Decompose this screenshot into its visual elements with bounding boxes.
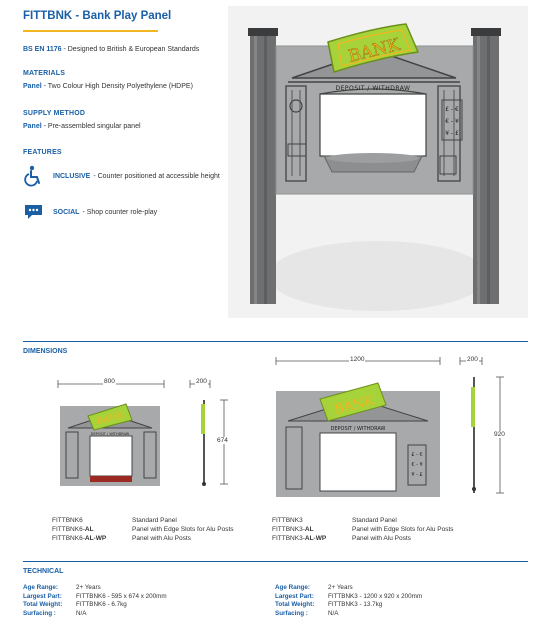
product-code: FITTBNK3-AL-WP: [272, 535, 327, 542]
product-desc: Standard Panel: [132, 517, 177, 524]
dimensions-heading: DIMENSIONS: [23, 348, 68, 355]
tech-value: 2+ Years: [76, 584, 101, 591]
small-deposit-text: DEPOSIT / WITHDRAW: [90, 432, 130, 436]
hero-currency-3: ¥ - £: [445, 130, 459, 137]
product-desc: Panel with Edge Slots for Alu Posts: [352, 526, 454, 533]
hero-deposit-text: DEPOSIT / WITHDRAW: [335, 85, 411, 92]
large-panel-drawing: [274, 355, 442, 501]
supply-text: - Pre-assembled singular panel: [41, 123, 141, 130]
product-code: FITTBNK6-AL: [52, 526, 94, 533]
wheelchair-icon: [23, 165, 45, 187]
materials-key: Panel: [23, 83, 42, 90]
feature-social-text: - Shop counter role-play: [82, 208, 158, 216]
technical-heading: TECHNICAL: [23, 568, 64, 575]
product-row: [272, 516, 454, 525]
product-desc: Panel with Alu Posts: [352, 535, 411, 542]
supply-line: [23, 123, 141, 130]
small-height-label: 674: [217, 437, 228, 444]
features-heading: FEATURES: [23, 149, 62, 156]
product-code: FITTBNK6: [52, 517, 83, 524]
feature-inclusive-key: INCLUSIVE: [53, 172, 91, 180]
materials-text: - Two Colour High Density Polyethylene (HDPE): [41, 83, 193, 90]
product-list-large: [272, 516, 454, 543]
small-side-drawing: [186, 376, 246, 496]
large-currency-2: € - ¥: [411, 462, 423, 468]
tech-value: FITTBNK6 - 595 x 674 x 200mm: [76, 592, 167, 600]
materials-heading: MATERIALS: [23, 70, 66, 77]
product-row: [52, 525, 234, 534]
tech-label: Total Weight:: [275, 601, 315, 608]
product-code: FITTBNK6-AL-WP: [52, 535, 107, 542]
supply-key: Panel: [23, 123, 42, 130]
standard-text: - Designed to British & European Standards: [61, 46, 200, 53]
large-width-label: 1200: [350, 356, 365, 363]
speech-bubble-icon: [23, 201, 45, 223]
large-deposit-text: DEPOSIT / WITHDRAW: [330, 426, 386, 432]
product-desc: Panel with Alu Posts: [132, 535, 191, 542]
standard-key: BS EN 1176: [23, 46, 62, 53]
tech-label: Age Range:: [275, 584, 310, 591]
tech-value: FITTBNK3 - 13.7kg: [328, 601, 383, 608]
tech-value: FITTBNK3 - 1200 x 920 x 200mm: [328, 592, 423, 600]
product-hero-image: [228, 6, 528, 318]
large-depth-label: 200: [467, 356, 478, 363]
feature-inclusive: [23, 165, 220, 187]
technical-right: [275, 584, 422, 618]
tech-label: Surfacing :: [23, 609, 56, 617]
product-row: [52, 534, 234, 543]
standard-line: [23, 46, 199, 53]
tech-value: FITTBNK6 - 6.7kg: [76, 601, 127, 608]
product-row: [52, 516, 234, 525]
product-row: [272, 534, 454, 543]
product-code: FITTBNK3: [272, 517, 303, 524]
product-desc: Panel with Edge Slots for Alu Posts: [132, 526, 234, 533]
product-list-small: [52, 516, 234, 543]
product-desc: Standard Panel: [352, 517, 397, 524]
feature-social-key: SOCIAL: [53, 208, 80, 216]
large-height-label: 920: [494, 431, 505, 438]
tech-value: 2+ Years: [328, 584, 353, 591]
technical-left: [23, 584, 167, 618]
hero-bank-sign: BANK: [346, 34, 403, 68]
tech-label: Largest Part:: [275, 592, 314, 600]
title-underline: [23, 30, 158, 32]
small-width-label: 800: [104, 378, 115, 385]
tech-label: Age Range:: [23, 584, 58, 591]
tech-value: N/A: [76, 609, 87, 617]
small-panel-drawing: [56, 376, 176, 496]
page-title: FITTBNK - Bank Play Panel: [23, 10, 172, 22]
large-side-drawing: [456, 355, 526, 501]
technical-rule: [23, 561, 528, 562]
small-bank-sign: BANK: [95, 410, 125, 428]
tech-label: Largest Part:: [23, 592, 62, 600]
tech-label: Surfacing :: [275, 609, 308, 617]
product-row: [272, 525, 454, 534]
small-depth-label: 200: [196, 378, 207, 385]
supply-heading: SUPPLY METHOD: [23, 110, 86, 117]
hero-currency-2: € - ¥: [445, 118, 459, 125]
tech-value: N/A: [328, 609, 339, 617]
product-code: FITTBNK3-AL: [272, 526, 314, 533]
dimensions-rule: [23, 341, 528, 342]
feature-inclusive-text: - Counter positioned at accessible height: [93, 172, 220, 180]
large-currency-1: £ - €: [411, 452, 423, 458]
feature-social: [23, 201, 157, 223]
materials-line: [23, 83, 193, 90]
hero-currency-1: £ - €: [445, 106, 459, 113]
large-currency-3: ¥ - £: [411, 472, 423, 478]
tech-label: Total Weight:: [23, 601, 63, 608]
large-bank-sign: BANK: [332, 393, 376, 418]
